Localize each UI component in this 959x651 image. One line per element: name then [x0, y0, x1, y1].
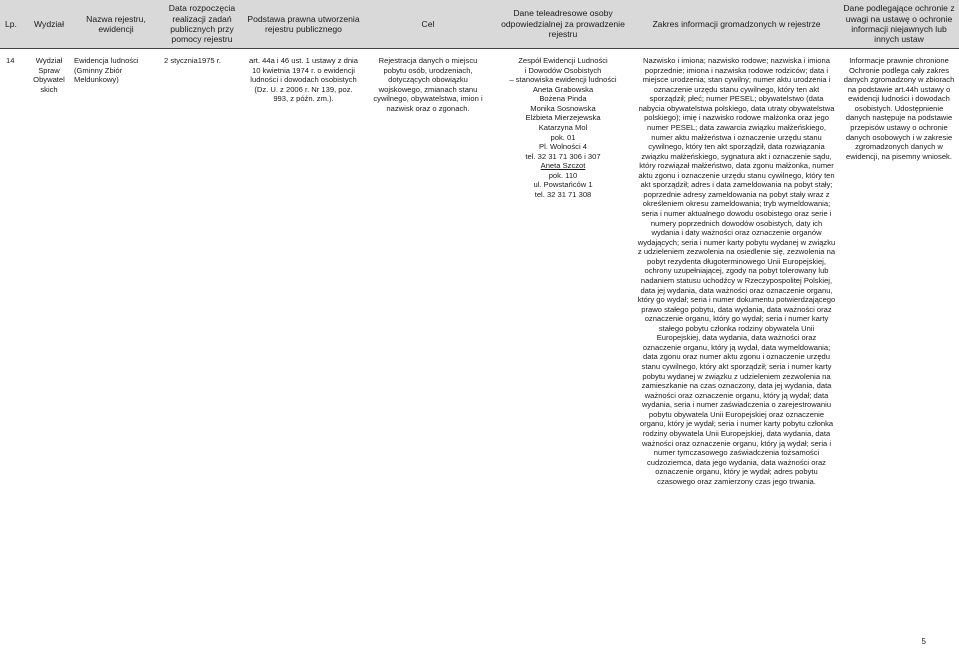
header-lp: Lp. — [0, 0, 27, 49]
header-ochrona: Dane podlegające ochronie z uwagi na ustawę o ochronie informacji niejawnych lub innych ustaw — [839, 0, 959, 49]
contact-line: tel. 32 31 71 306 i 307 — [525, 151, 601, 161]
contact-line: Aneta Szczot — [540, 161, 586, 171]
table-row — [0, 49, 959, 487]
header-dane-teleadresowe: Dane teleadresowe osoby odpowiedzialnej za prowadzenie rejestru — [492, 0, 634, 49]
cell-cel: Rejestracja danych o miejscu pobytu osób, urodzeniach, dotyczących obowiązku wojskowego, zmianach stanu cywilnego, obywatelstwa, imion i nazwisk oraz o zgonach. — [373, 56, 483, 113]
cell-data: 2 stycznia1975 r. — [164, 56, 221, 65]
contact-line: Pl. Wolności 4 — [539, 142, 587, 152]
header-podstawa: Podstawa prawna utworzenia rejestru publicznego — [243, 0, 364, 49]
cell-dane-teleadresowe — [492, 49, 634, 487]
cell-zakres: Nazwisko i imiona; nazwisko rodowe; nazwiska i imiona poprzednie; imiona i nazwiska rodowe rodziców; data i miejsce urodzenia; stan cywilny; numer aktu urodzenia i oznaczenie urzędu stanu cywilnego, który ten akt sporządził; płeć; numer PESEL; obywatelstwo (data nabycia obywatelstwa polskiego, data utraty obywatelstwa polskiego); imię i nazwisko rodowe małżonka oraz jego numer PESEL; data zawarcia związku małżeńskiego, numer aktu małżeństwa i oznaczenie urzędu stanu cywilnego, który ten akt sporządził, data rozwiązania związku małżeńskiego, sygnatura akt i oznaczenie sądu, który rozwiązał małżeństwo, data zgonu małżonka, numer aktu zgonu i oznaczenie urzędu stanu cywilnego, który ten akt sporządził; adres i data zameldowania na pobyt stały; poprzednie adresy zameldowania na pobyt stały wraz z określeniem okresu zameldowania; tryb wymeldowania; seria i numer aktualnego dowodu osobistego oraz serie i numery poprzednich dowodów osobistych, daty ich wydania i daty ważności oraz oznaczenie organów wydających; seria i numer karty pobytu wydanej w związku z udzieleniem zezwolenia na osiedlenie się, zezwolenia na pobyt rezydenta długoterminowego Unii Europejskiej, ochrony uzupełniającej, zgody na pobyt tolerowany lub nadaniem statusu uchodźcy w Rzeczypospolitej Polskiej, data jej wydania, data ważności oraz oznaczenie organu, który go wydał; seria i numer dokumentu potwierdzającego prawo stałego pobytu, data wydania, data ważności oraz oznaczenie organu, który go wydał; seria i numer karty stałego pobytu członka rodziny obywatela Unii Europejskiej, data wydania, data ważności oraz oznaczenie organu, który ją wydał, data wymeldowania; data zgonu oraz numer aktu zgonu i oznaczenie urzędu stanu cywilnego, który akt sporządził; seria i numer karty pobytu wydanej w związku z udzieleniem zezwolenia na zamieszkanie na czas oznaczony, data jej wydania, data ważności oraz oznaczenie organu, który ją wydał; data wydania, seria i numer zaświadczenia o zarejestrowaniu pobytu obywatela Unii Europejskiej oraz oznaczenie organu, który je wydał; seria i numer karty pobytu członka rodziny obywatela Unii Europejskiej, data wydania, data ważności oraz oznaczenie organu, który ją wydał; seria i numer tymczasowego zaświadczenia tożsamości cudzoziemca, data jego wydania, data ważności oraz oznaczenie organu, który je wydał; adres pobytu czasowego oraz zamierzony czas jego trwania. — [637, 56, 836, 486]
contact-line: Bożena Pinda — [539, 94, 587, 104]
header-cel: Cel — [364, 0, 492, 49]
header-zakres: Zakres informacji gromadzonych w rejestrze — [634, 0, 839, 49]
contact-line: Elżbieta Mierzejewska — [525, 113, 601, 123]
contact-line: pok. 110 — [548, 170, 578, 180]
contact-line: – stanowiska ewidencji ludności — [509, 75, 617, 85]
contact-line: Katarzyna Mol — [538, 122, 588, 132]
contact-line: Monika Sosnowska — [530, 103, 596, 113]
contact-line: ul. Powstańców 1 — [533, 180, 593, 190]
cell-wydzial: Wydział Spraw Obywatel skich — [33, 56, 65, 94]
contact-line: tel. 32 31 71 308 — [534, 189, 592, 199]
contact-line: Zespół Ewidencji Ludności — [518, 56, 608, 65]
header-data: Data rozpoczęcia realizacji zadań publicznych przy pomocy rejestru — [161, 0, 243, 49]
contact-line: pok. 01 — [550, 132, 576, 142]
header-row — [0, 0, 959, 49]
page-number: 5 — [921, 637, 926, 646]
cell-ochrona: Informacje prawnie chronione Ochronie podlega cały zakres danych zgromadzony w zbiorach na podstawie art.44h ustawy o ewidencji ludności i dowodach osobistych. Udostępnienie danych następuje na podstawie przepisów ustawy o ochronie danych osobowych i w zakresie zgromadzonych danych w ewidencji, na pisemny wniosek. — [843, 56, 955, 161]
contact-line: i Dowodów Osobistych — [524, 65, 602, 75]
header-wydzial: Wydział — [27, 0, 71, 49]
contact-line: Aneta Grabowska — [532, 84, 594, 94]
cell-nazwa: Ewidencja ludności (Gminny Zbiór Meldunkowy) — [74, 56, 139, 85]
cell-lp: 14 — [6, 56, 15, 65]
header-nazwa: Nazwa rejestru, ewidencji — [71, 0, 161, 49]
cell-podstawa: art. 44a i 46 ust. 1 ustawy z dnia 10 kwietnia 1974 r. o ewidencji ludności i dowodach osobistych (Dz. U. z 2006 r. Nr 139, poz. 993, z późn. zm.). — [249, 56, 358, 104]
